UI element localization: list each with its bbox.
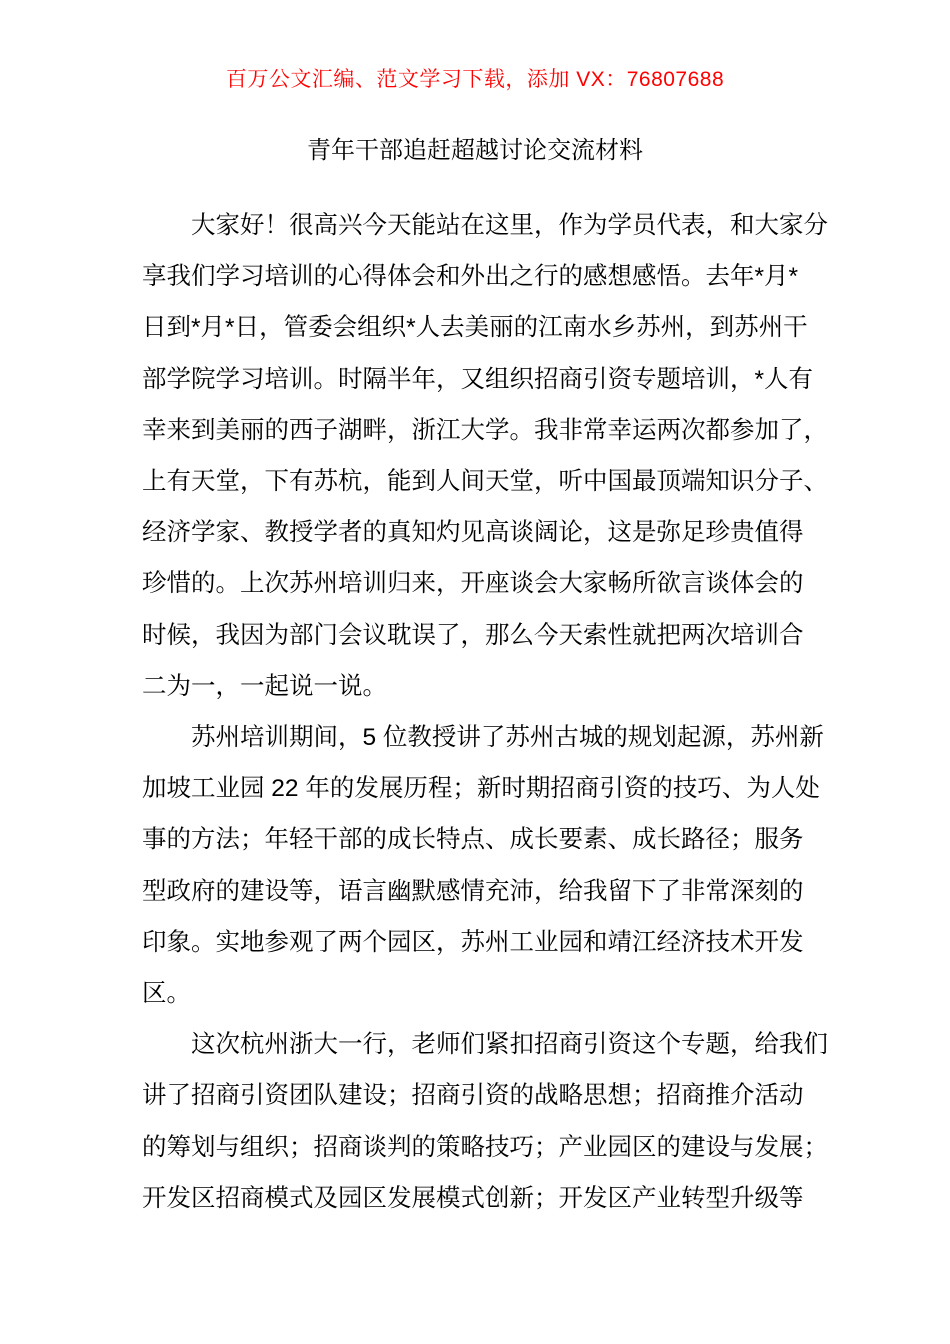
text-line: 开发区招商模式及园区发展模式创新；开发区产业转型升级等 (142, 1184, 804, 1212)
text-line: 日到*月*日，管委会组织*人去美丽的江南水乡苏州，到苏州干 (142, 314, 808, 342)
text-line: 经济学家、教授学者的真知灼见高谈阔论，这是弥足珍贵值得 (142, 519, 804, 547)
text-line: 讲了招商引资团队建设；招商引资的战略思想；招商推介活动 (142, 1082, 804, 1110)
paragraph-3 (142, 1019, 832, 1224)
text-line: 印象。实地参观了两个园区，苏州工业园和靖江经济技术开发 (142, 928, 804, 956)
text-line: 享我们学习培训的心得体会和外出之行的感想感悟。去年*月* (142, 263, 799, 291)
text-line: 的筹划与组织；招商谈判的策略技巧；产业园区的建设与发展； (142, 1133, 828, 1161)
text-line: 部学院学习培训。时隔半年，又组织招商引资专题培训，*人有 (142, 365, 814, 393)
text-line: 苏州培训期间，5 位教授讲了苏州古城的规划起源，苏州新 (191, 724, 824, 752)
text-line: 这次杭州浙大一行，老师们紧扣招商引资这个专题，给我们 (191, 1031, 828, 1059)
text-line: 幸来到美丽的西子湖畔，浙江大学。我非常幸运两次都参加了， (142, 416, 828, 444)
document-body (142, 200, 832, 1224)
text-line: 加坡工业园 22 年的发展历程；新时期招商引资的技巧、为人处 (142, 775, 820, 803)
text-line: 事的方法；年轻干部的成长特点、成长要素、成长路径；服务 (142, 826, 804, 854)
watermark-text: 百万公文汇编、范文学习下载，添加 VX：76807688 (225, 68, 725, 91)
document-title: 青年干部追赶超越讨论交流材料 (307, 137, 643, 164)
text-line: 时候，我因为部门会议耽误了，那么今天索性就把两次培训合 (142, 621, 804, 649)
paragraph-1 (142, 200, 832, 712)
text-line: 大家好！很高兴今天能站在这里，作为学员代表，和大家分 (191, 212, 828, 239)
text-line: 上有天堂，下有苏杭，能到人间天堂，听中国最顶端知识分子、 (142, 468, 828, 496)
text-line: 二为一，一起说一说。 (142, 672, 387, 700)
text-line: 珍惜的。上次苏州培训归来，开座谈会大家畅所欲言谈体会的 (142, 570, 804, 598)
paragraph-2 (142, 712, 832, 1019)
text-line: 型政府的建设等，语言幽默感情充沛，给我留下了非常深刻的 (142, 877, 804, 905)
text-line: 区。 (142, 980, 191, 1008)
